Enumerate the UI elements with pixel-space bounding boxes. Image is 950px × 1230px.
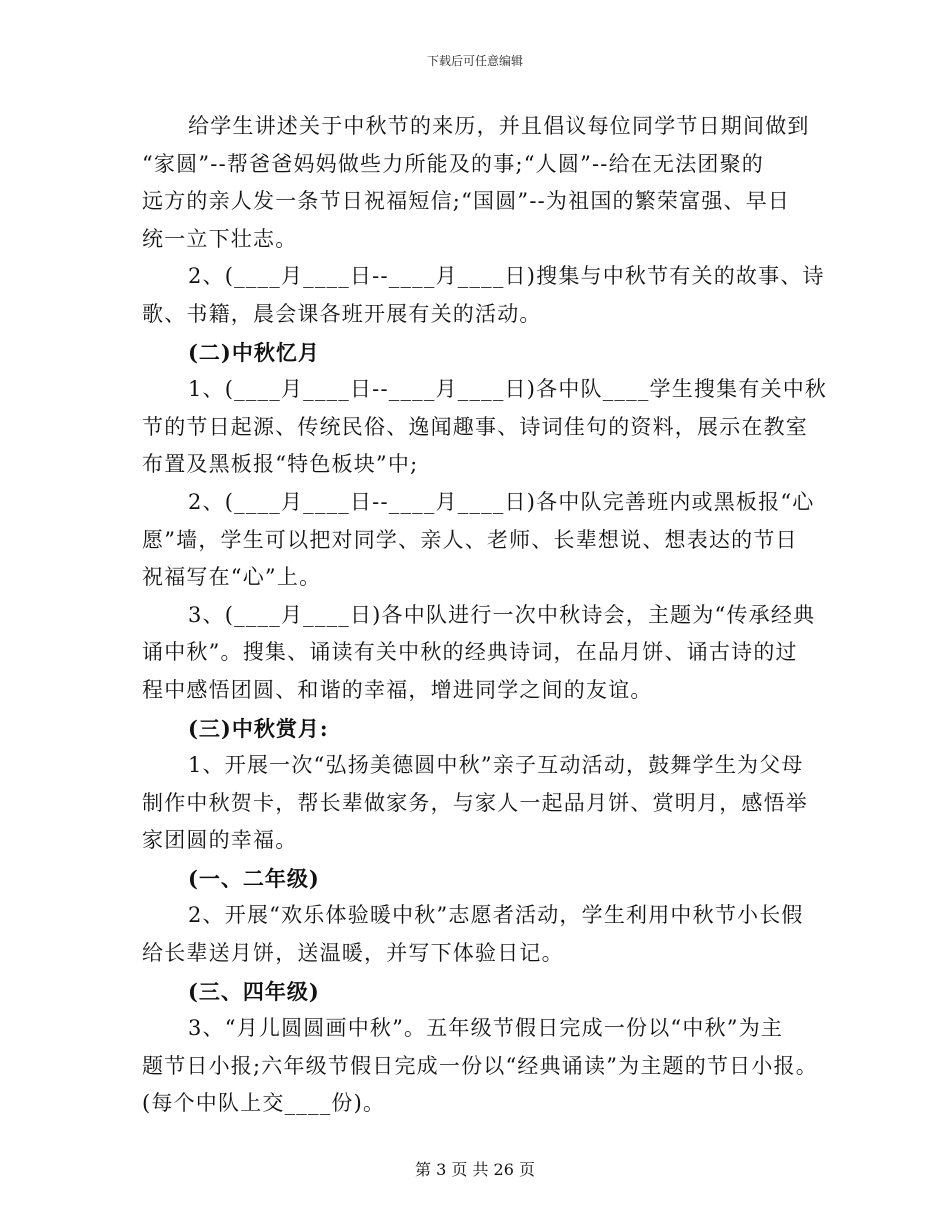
text-line: 2、(____月____日--____月____日)搜集与中秋节有关的故事、诗 [188, 264, 825, 289]
paragraph [142, 597, 822, 710]
paragraph [142, 1010, 822, 1123]
paragraph [142, 747, 822, 860]
section-heading: (三)中秋赏月: [188, 715, 329, 741]
page-header-note: 下载后可任意编辑 [426, 54, 523, 68]
text-line: 2、开展“欢乐体验暖中秋”志愿者活动，学生利用中秋节小长假 [188, 903, 804, 928]
text-line: 3、“月儿圆圆画中秋”。五年级节假日完成一份以“中秋”为主 [188, 1016, 784, 1041]
text-line: 题节日小报;六年级节假日完成一份以“经典诵读”为主题的节日小报。 [142, 1053, 818, 1078]
paragraph [142, 108, 822, 258]
text-line: 3、(____月____日)各中队进行一次中秋诗会，主题为“传承经典 [188, 602, 816, 627]
text-line: 统一立下壮志。 [142, 226, 298, 251]
text-line: 远方的亲人发一条节日祝福短信;“国圆”--为祖国的繁荣富强、早日 [142, 189, 791, 214]
text-line: 祝福写在“心”上。 [142, 565, 322, 590]
text-line: 程中感悟团圆、和谐的幸福，增进同学之间的友谊。 [142, 677, 653, 702]
text-line: 给学生讲述关于中秋节的来历，并且倡议每位同学节日期间做到 [188, 114, 810, 138]
text-line: “家圆”--帮爸爸妈妈做些力所能及的事;“人圆”--给在无法团聚的 [142, 151, 764, 176]
section-heading: (一、二年级) [188, 865, 320, 891]
text-line: 给长辈送月饼，送温暖，并写下体验日记。 [142, 941, 564, 966]
text-line: 布置及黑板报“特色板块”中; [142, 452, 419, 477]
text-line: 歌、书籍，晨会课各班开展有关的活动。 [142, 301, 542, 326]
paragraph [142, 371, 828, 484]
text-line: 制作中秋贺卡，帮长辈做家务，与家人一起品月饼、赏明月，感悟举 [142, 790, 808, 815]
text-line: 1、开展一次“弘扬美德圆中秋”亲子互动活动，鼓舞学生为父母 [188, 753, 804, 778]
section-heading: (三、四年级) [188, 978, 320, 1004]
text-line: 家团圆的幸福。 [142, 828, 298, 853]
page-number-footer: 第 3 页 共 26 页 [415, 1160, 535, 1179]
paragraph [142, 258, 825, 333]
document-body [142, 108, 828, 1123]
text-line: 节的节日起源、传统民俗、逸闻趣事、诗词佳句的资料，展示在教室 [142, 414, 808, 439]
paragraph [142, 897, 822, 972]
text-line: 1、(____月____日--____月____日)各中队____学生搜集有关中秋 [188, 377, 828, 402]
text-line: (每个中队上交____份)。 [142, 1091, 386, 1116]
text-line: 愿”墙，学生可以把对同学、亲人、老师、长辈想说、想表达的节日 [142, 527, 798, 552]
section-heading: (二)中秋忆月 [188, 339, 320, 365]
text-line: 2、(____月____日--____月____日)各中队完善班内或黑板报“心 [188, 489, 815, 514]
text-line: 诵中秋”。搜集、诵读有关中秋的经典诗词，在品月饼、诵古诗的过 [142, 640, 798, 665]
paragraph [142, 484, 822, 597]
